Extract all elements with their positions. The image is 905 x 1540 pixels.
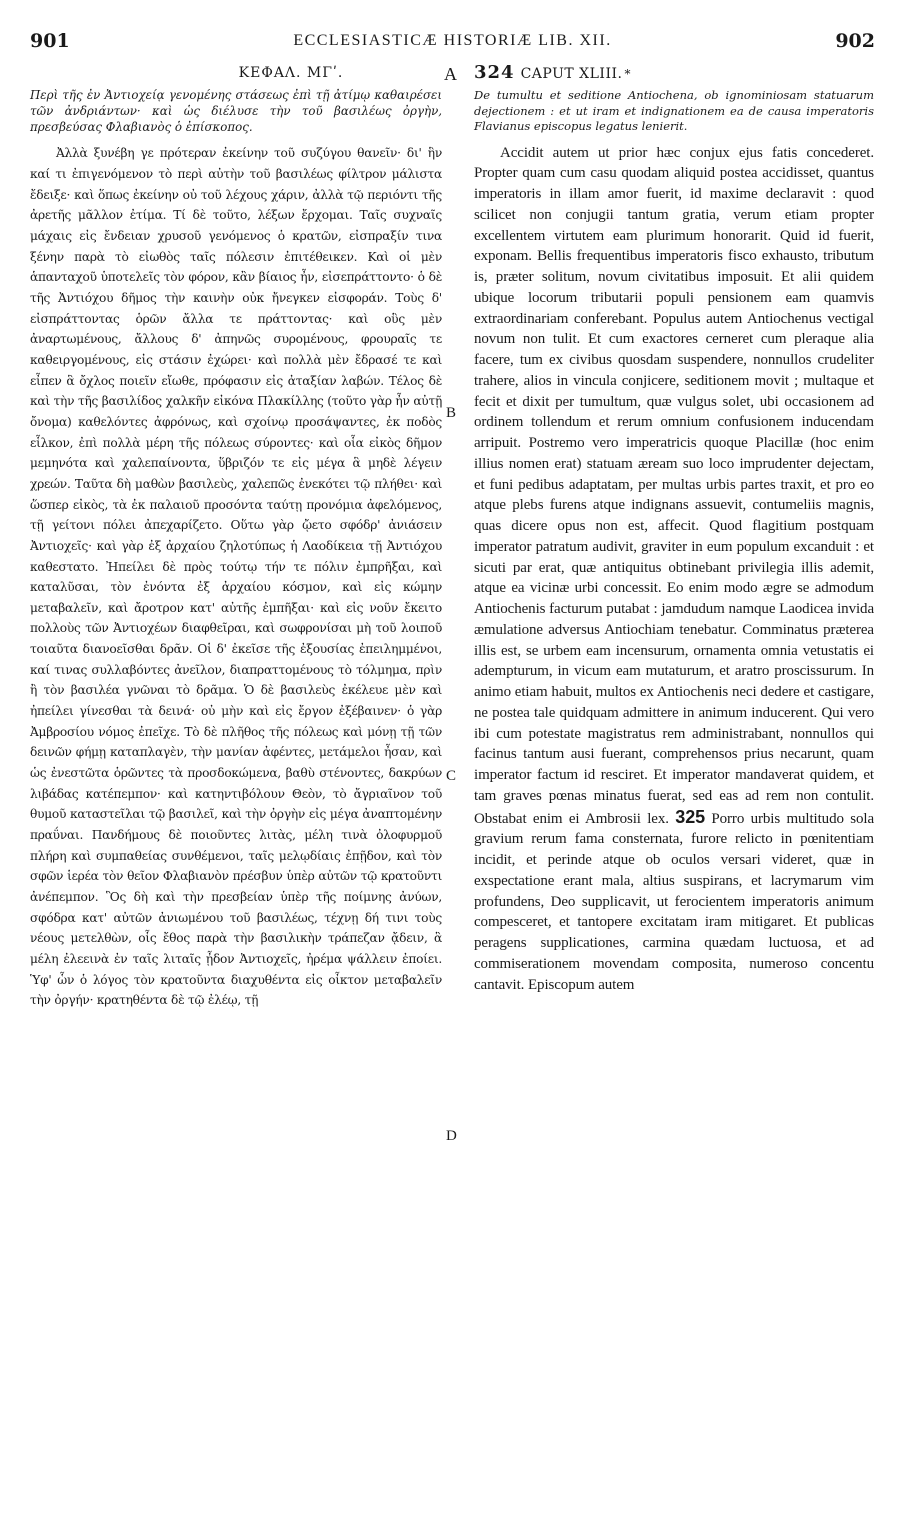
page-number-left: 901 bbox=[30, 30, 70, 52]
page-number-marker-inline: 325 bbox=[675, 806, 706, 827]
section-marker-b: B bbox=[446, 405, 457, 421]
latin-body-text bbox=[474, 143, 874, 996]
greek-chapter-heading: ΚΕΦΑΛ. ΜΓʹ. bbox=[238, 65, 344, 81]
greek-paragraph: Ἀλλὰ ξυνέβη γε πρότεραν ἐκείνην τοῦ συζύγου θανεῖν· δι' ἣν καί τι ἐπιγενόμενον τὸ περὶ αὐτὴν τοῦ βασιλέως φίλτρον μάλιστα ἔδειξε· καὶ ὅπως ἐκείνην οὐ τοῦ λέχους χάριν, ἀλλὰ τῷ περιόντι τῆς ἀρετῆς μᾶλλον ἐτίμα. Τί δὲ τοῦτο, λέξων ἔρχομαι. Ταῖς συχναῖς μάχαις εἰς ἔνδειαν χρυσοῦ γενόμενος ὁ κρατῶν, εἰσπραξίν τινα ξένην παρὰ τὸ εἰωθὸς ταῖς πόλεσιν ἐπιτέθεικεν. Καὶ οἱ μὲν ἁπανταχοῦ ὑποτελεῖς τὸν φόρον, κἂν βίαιος ἦν, εἰσεπράττοντο· ὁ δὲ τῆς Ἀντιόχου δῆμος τὴν καινὴν οὐκ ἤνεγκεν εἰσφοράν. Τοὺς δ' εἰσπράττοντας ὁρῶν ἄλλα τε πράττοντας· καὶ οὓς μὲν ἀναρτωμένους, ἄλλους δ' ἀπηνῶς συρομένους, φρουραῖς τε καθειργομένους, εἰς στάσιν ἐχώρει· καὶ πολλὰ μὲν ἔδρασέ τε καὶ εἶπεν ἃ ὄχλος ποιεῖν εἴωθε, πρόφασιν εἰς ἀταξίαν λαβών. Τέλος δὲ καὶ τὴν τῆς βασιλίδος χαλκῆν εἰκόνα Πλακίλλης (τοῦτο γὰρ ἦν αὐτῇ ὄνομα) καθελόντες ἀφρόνως, καὶ σχοίνῳ προσάψαντες, ἐκ ποδὸς εἷλκον, ἐπὶ πολλὰ μέρη τῆς πόλεως σύροντες· καὶ οἷα εἰκὸς δῆμον μεμηνότα καὶ χαλεπαίνοντα, ὕβριζόν τε εἰς μέγα ἃ μηδὲ λέγειν χρεών. Ταῦτα δὴ μαθὼν βασιλεὺς, χαλεπῶς ἐνεκότει τῷ πλήθει· καὶ ὥσπερ εἰκὸς, τὰ ἐκ παλαιοῦ προσόντα ταύτῃ προνόμια ἀφελόμενος, τῇ γείτονι πόλει ἀπεχαρίζετο. Οὕτω γὰρ ᾤετο σφόδρ' ἀνιάσειν Ἀντιοχεῖς· καὶ γὰρ ἐξ ἀρχαίου ζηλοτύπως ἡ Λαοδίκεια τῇ Ἀντιόχου καθεστατο. Ἠπείλει δὲ πρὸς τούτῳ τήν τε πόλιν ἐμπρῆξαι, καὶ καταλῦσαι, τὸν ἐνόντα ἐξ ἀρχαίου κόσμον, καὶ εἰς κώμην μεταβαλεῖν, καὶ ἄροτρον κατ' αὐτῆς ἐμπῆξαι· καὶ εἰς νοῦν ἔκειτο πολλοὺς τῶν Ἀντιοχέων διαφθεῖραι, καὶ σωφρονίσαι μὴ τοῦ λοιποῦ τοιαῦτα διανοεῖσθαι δρᾶν. Οἱ δ' ἐκεῖσε τῆς ἐξουσίας ἐπειλημμένοι, καί τινας συλλαβόντες ἀνεῖλον, διαπραττομένους τὸ τόλμημα, πρὶν ἢ τὸν βασιλέα γνῶναι τὸ δρᾶμα. Ὁ δὲ βασιλεὺς ἐκέλευε μὲν καὶ ἠπείλει γίνεσθαι τὰ δεινά· οὐ μὴν καὶ εἰς ἔργον ἐξέβαινεν· ὁ γὰρ Ἀμβροσίου νόμος ἐπεῖχε. Τὸ δὲ πλῆθος τῆς πόλεως καὶ μόνῃ τῇ τῶν δεινῶν φήμῃ καταπλαγὲν, τὴν μανίαν ἀφέντες, μετάμελοι ἦσαν, καὶ ὡς ἐνεστῶτα ὁρῶντες τὰ προσδοκώμενα, βαθὺ στένοντες, δακρύων λιβάδας κατέπεμπον· καὶ κατηντιβόλουν Θεὸν, τὸ ἄγριαῖνον τοῦ θυμοῦ καταστεῖλαι τῷ βασιλεῖ, καὶ τὴν ὀργὴν εἰς μέγα ἀναπτομένην πραΰναι. Πανδήμους δὲ ποιοῦντες λιτὰς, μέλη τινὰ ὀλοφυρμοῦ πλήρη καὶ συμπαθείας συνθέμενοι, ταῖς μελῳδίαις ἐπῇδον, καὶ τὸν σφῶν ἱερέα τὸν θεῖον Φλαβιανὸν πρέσβυν ὑπὲρ αὐτῶν τῷ κρατοῦντι ἀνέπεμπον. Ὃς δὴ καὶ τὴν πρεσβείαν ὑπὲρ τῆς ποίμνης ἀνύων, σφόδρα κατ' αὐτῶν ἀνιωμένου τοῦ βασιλέως, τέχνῃ δή τινι τοὺς νέους μετελθὼν, οἷς ἔθος παρὰ τὴν βασιλικὴν τράπεζαν ᾄδειν, ἃ μέλη ἐλεεινὰ ἐν ταῖς λιταῖς ᾖδον Ἀντιοχεῖς, ἠρέμα ψάλλειν ἐποίει. Ὑφ' ὧν ὁ λόγος τὸν κρατοῦντα διαχυθέντα εἰς οἶκτον μεταβαλεῖν τὴν ὀργήν· κρατηθέντα δὲ τῷ ἐλέῳ, τῇ bbox=[30, 146, 442, 1008]
section-marker-c: C bbox=[446, 768, 457, 784]
latin-paragraph bbox=[474, 143, 874, 996]
page-number-right: 902 bbox=[835, 30, 875, 52]
latin-chapter-summary: De tumultu et seditione Antiochena, ob ignominiosam statuarum dejectionem : et ut iram et indignationem ea de causa imperatoris Flavianus episcopus legatus lenierit. bbox=[474, 88, 874, 133]
running-header bbox=[30, 30, 875, 56]
section-marker-a: A bbox=[444, 64, 457, 84]
running-title: ECCLESIASTICÆ HISTORIÆ LIB. XII. bbox=[293, 32, 612, 49]
greek-body-text bbox=[30, 143, 442, 1011]
latin-column bbox=[474, 62, 874, 995]
footnote-asterisk: * bbox=[624, 67, 632, 81]
latin-chapter-title: CAPUT XLIII. bbox=[520, 66, 623, 82]
section-marker-d: D bbox=[446, 1128, 457, 1144]
page-number-marker: 324 bbox=[474, 62, 515, 83]
latin-chapter-heading bbox=[474, 62, 874, 84]
latin-text-part-2: Porro urbis multitudo sola gravium rerum fama consternata, furore relicto in pœnitentiam incidit, et perinde atque ob oculos versari videret, quæ in exspectatione erant mala, altius suspirans, et lacrymarum vim profundens, Deo supplicavit, ut ferocientem imperatoris animum compesceret, et tantopere excitatam iram mitigaret. Et publicas peragens supplicationes, carmina quædam luctuosa, et ad commiserationem movendam composita, numeroso concentu cantavit. Episcopum autem bbox=[474, 810, 875, 993]
greek-column bbox=[30, 62, 442, 1011]
greek-chapter-summary: Περὶ τῆς ἐν Ἀντιοχείᾳ γενομένης στάσεως ἐπὶ τῇ ἀτίμῳ καθαιρέσει τῶν ἀνδριάντων· καὶ ὡς διέλυσε τὴν τοῦ βασιλέως ὀργὴν, πρεσβεύσας Φλαβιανὸς ὁ ἐπίσκοπος. bbox=[30, 88, 442, 134]
latin-text-part-1: Accidit autem ut prior hæc conjux ejus fatis concederet. Propter quam cum casu quodam aliquid postea accidisset, quantus imperatoris in illam amor fuerit, id maxime declaravit : quod scilicet non conjugii tantum gratia, verum etiam propter excellentem virtutem eam plurimum honorarit. Quid id fuerit, exponam. Bellis frequentibus imperatoris fisco exhausto, tributum is, præter solitum, novum civitatibus imposuit. Et alii quidem ubique locorum tributarii populi pensionem eam quamvis extraordinariam conferebant. Populus autem Antiochenus vectigal novum non tulit. Et cum exactores cerneret cum pleraque alia facere, tum ex civibus quosdam suspendere, nonnullos crudeliter trahere, alios in vincula conjicere, seditionem movit ; multaque et fecit et dixit per tumultum, quæ vulgus solet, ubi occasionem ad ordinem tollendum et rerum omnium confusionem inducendam arripuit. Postremo vero imperatricis quoque Placillæ (hoc enim illius nomen erat) statuam æream suo loco imprudenter dejectam, et funi pedibus adaptatam, per multas urbis partes traxit, et pro eo atque plebs furens atque indignans assuevit, contumeliis magnis, quas dicere opus non est, affecit. Quod flagitium postquam imperator patratum audivit, graviter in eum populum excanduit : et sicuti par erat, quæ antiquitus obtinebant privilegia illis ademit, atque ea vicinæ urbi concessit. Eo enim modo ægre se admodum Antiochenis facturum putabat : jamdudum namque Laodicea invida æmulatione adversus Antiochiam tenebatur. Comminatus præterea illis est, se urbem eam incensurum, ornamenta omnia vetustatis ei adempturum, in vicum eam mutaturum, et aratro proscissurum. In animo etiam habuit, multos ex Antiochenis neci dedere et castigare, ne postea tale quidquam admittere in animum inducerent. Qui vero ibi cum potestate magistratus rem administrabant, nonnullos qui facinus tantum ausi fuerant, comprehensos prius necarunt, quam imperator factum id resciret. Et imperator mandaverat quidem, et tam graves pœnas minatus fuerat, sed eas ad rem non contulit. Obstabat enim ei Ambrosii lex. bbox=[474, 144, 874, 827]
